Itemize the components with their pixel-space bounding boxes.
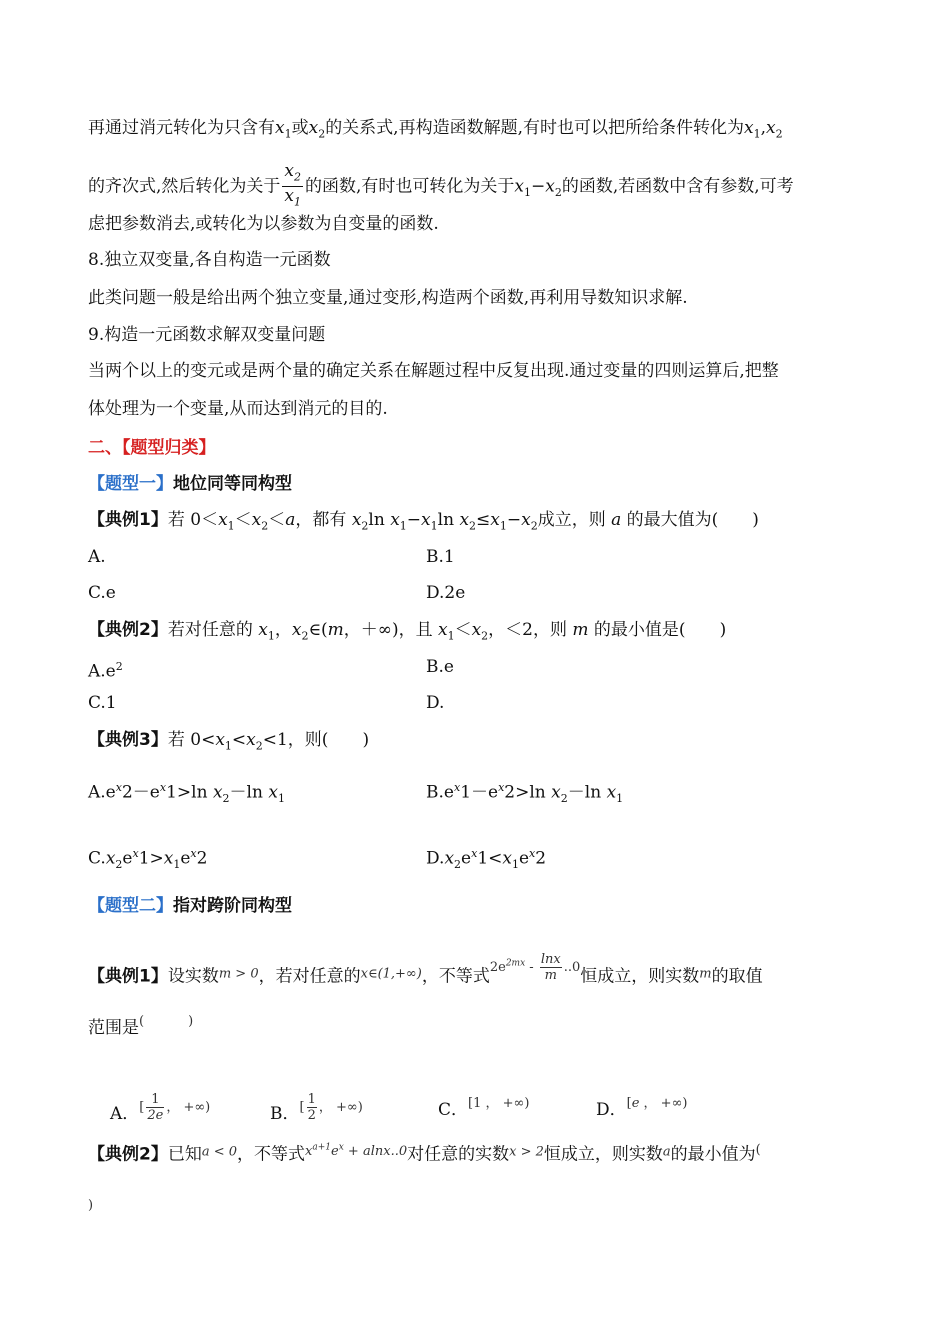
paragraph-9-line-2: 体处理为一个变量,从而达到消元的目的. [88, 399, 388, 419]
type-1-heading: 【题型一】地位同等同构型 [88, 474, 292, 494]
example-5-stem-line-2: ) [88, 1198, 94, 1213]
fraction-x2-over-x1: $\frac{x_2}{x_1}$ [284, 161, 301, 209]
example-4-stem-line-2: 范围是( ) [88, 1014, 194, 1038]
example-3-option-d[interactable]: $D.x_2e^x1<x_1e^x2$ [426, 847, 547, 872]
heading-9: 9.构造一元函数求解双变量问题 [88, 325, 326, 345]
example-1-option-a[interactable]: A. [88, 547, 106, 567]
example-1-option-d[interactable]: D.2e [426, 583, 466, 603]
paragraph-8: 此类问题一般是给出两个独立变量,通过变形,构造两个函数,再利用导数知识求解. [88, 288, 688, 308]
example-5-stem-line-1: 【典例2】已知$^{a < 0}$，不等式$^{x^{a+1}e^x + alnx..0}$对任意的实数$^{x > 2}$恒成立，则实数$^a$的最小值为( [88, 1142, 761, 1165]
paragraph-1-line-2: 的齐次式,然后转化为关于 $\frac{x_2}{x_1}$ 的函数,有时也可转化为关于$x_1-x_2$的函数,若函数中含有参数,可考 [88, 162, 794, 212]
condition-x-range: x∈(1,+∞) [360, 966, 422, 982]
inequality-expression: 2e2mx - lnx m ..0 [489, 952, 581, 984]
example-4-option-d[interactable]: D．$^{[e , +\infty)}$ [596, 1096, 688, 1120]
example-3-option-b[interactable]: $B.e^x1-e^x2>\ln$ $x_2-\ln$ $x_1$ [426, 781, 624, 806]
example-4-option-c[interactable]: C．$^{[1 , +\infty)}$ [438, 1096, 530, 1120]
example-4-option-b[interactable]: B．$^{[ \frac{1}{2} , +\infty)}$ [270, 1092, 363, 1124]
condition-m-positive: m > 0 [218, 966, 259, 982]
example-4-option-a[interactable]: A．$^{[ \frac{1}{2e} , +\infty)}$ [110, 1092, 211, 1124]
example-1-stem: 【典例1】若 $0<x_1<x_2<a$，都有 $x_2\ln$ $x_1-x_1\ln$ $x_2\le x_1-x_2$成立，则 a 的最大值为( ) [88, 510, 759, 533]
example-3-stem: 【典例3】若 $0<x_1<x_2<1$，则( ) [88, 730, 370, 753]
example-1-option-c[interactable]: C.e [88, 583, 116, 603]
example-2-option-b[interactable]: B.e [426, 657, 454, 677]
example-2-option-a[interactable]: $A.e^2$ [88, 660, 123, 682]
paragraph-1-line-1: 再通过消元转化为只含有$x_1$或$x_2$的关系式,再构造函数解题,有时也可以把所给条件转化为$x_1,x_2$ [88, 118, 783, 141]
example-2-stem: 【典例2】若对任意的 $x_1$，$x_2\in(m$，＋∞)，且 $x_1<x_2$，＜2，则 m 的最小值是( ) [88, 620, 727, 643]
example-3-option-a[interactable]: $A.e^x2-e^x1>\ln$ $x_2-\ln$ $x_1$ [88, 781, 285, 806]
type-2-heading: 【题型二】指对跨阶同构型 [88, 896, 292, 916]
example-1-option-b[interactable]: B.1 [426, 547, 455, 567]
section-title-2: 二、【题型归类】 [88, 438, 216, 458]
paragraph-9-line-1: 当两个以上的变元或是两个量的确定关系在解题过程中反复出现.通过变量的四则运算后,把整 [88, 361, 779, 381]
example-2-option-d[interactable]: D. [426, 693, 445, 713]
inequality-expression-2: xa+1ex + alnx..0 [305, 1143, 408, 1160]
example-3-option-c[interactable]: $C.x_2e^x1>x_1e^x2$ [88, 847, 208, 872]
paragraph-1-line-3: 虑把参数消去,或转化为以参数为自变量的函数. [88, 214, 439, 234]
heading-8: 8.独立双变量,各自构造一元函数 [88, 250, 331, 270]
example-2-option-c[interactable]: C.1 [88, 693, 117, 713]
example-4-stem-line-1: 【典例1】设实数$^{m > 0}$，若对任意的$^{x\in(1,+\infty)}$，不等式$^{2e^{2mx} - \frac{\ln x}{m} ..0}$恒成立，则实数$^m$的取值 [88, 952, 763, 987]
